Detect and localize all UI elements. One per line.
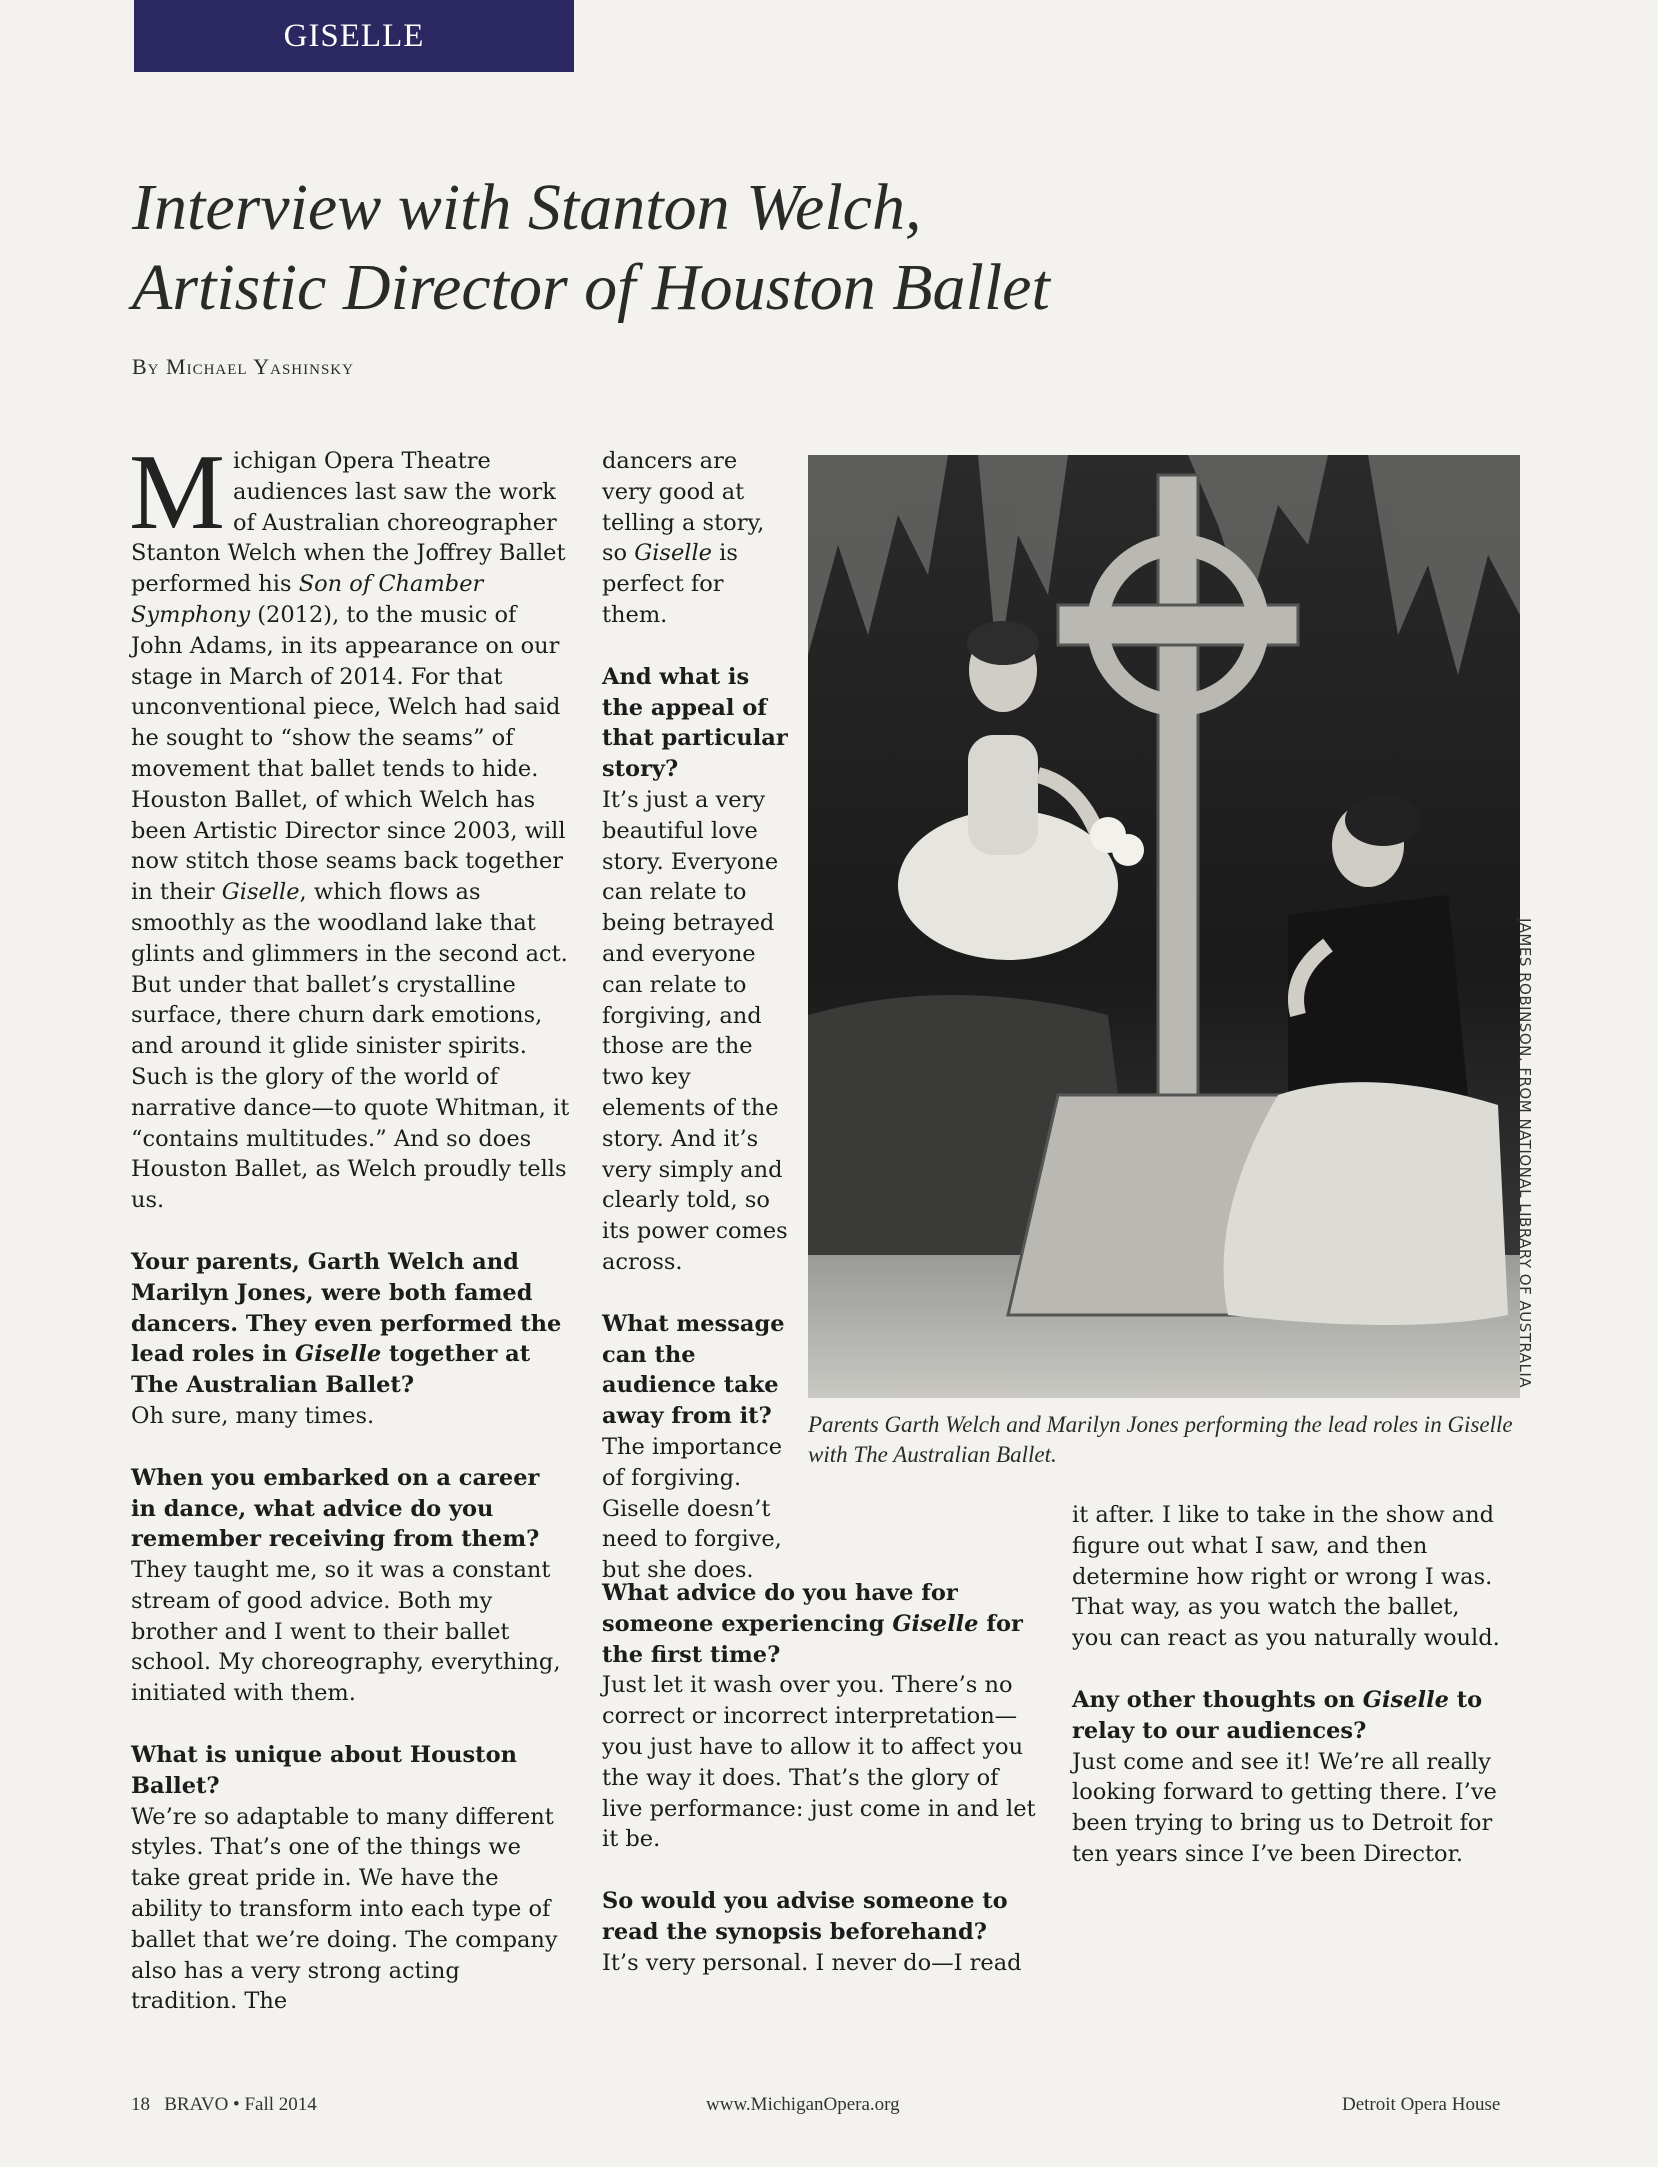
answer-7-continued: it after. I like to take in the show and figure out what I saw, and then determine how right or wrong I was. That way, as you watch the ballet, you can react as you naturally would. xyxy=(1072,1502,1500,1652)
footer-venue: Detroit Opera House xyxy=(1342,2094,1501,2115)
answer-1: Oh sure, many times. xyxy=(131,1402,375,1429)
answer-4: It’s just a very beautiful love story. Everyone can relate to being betrayed and everyone can relate to forgiving, and those are the two key elements of the story. And it’s very simply and clearly told, so its power comes across. xyxy=(602,786,788,1275)
answer-8: Just come and see it! We’re all really looking forward to getting there. I’ve been trying to bring us to Detroit for ten years since I’ve been Director. xyxy=(1072,1748,1497,1867)
question-8: Any other thoughts on Giselle to relay to our audiences? xyxy=(1072,1686,1483,1744)
question-6: What advice do you have for someone experiencing Giselle for the first time? xyxy=(602,1580,1023,1668)
footer-website[interactable]: www.MichiganOpera.org xyxy=(706,2094,900,2115)
title-line-1: Interview with Stanton Welch, xyxy=(132,171,922,244)
title-line-2: Artistic Director of Houston Ballet xyxy=(132,251,1050,324)
ballet-photo xyxy=(808,455,1520,1398)
question-1: Your parents, Garth Welch and Marilyn Jones, were both famed dancers. They even performed the lead roles in Giselle together at The Australian Ballet? xyxy=(131,1248,562,1399)
intro-paragraph: Michigan Opera Theatre audiences last saw the work of Australian choreographer Stanton Welch when the Joffrey Ballet performed his Son of Chamber Symphony (2012), to the music of John Adams, in its appearance on our stage in March of 2014. For that unconventional piece, Welch had said he sought to “show the seams” of movement that ballet tends to hide. Houston Ballet, of which Welch has been Artistic Director since 2003, will now stitch those seams back together in their Giselle, which flows as smoothly as the woodland lake that glints and glimmers in the second act. But under that ballet’s crystalline surface, there churn dark emotions, and around it glide sinister spirits. Such is the glory of the world of narrative dance—to quote Whitman, it “contains multitudes.” And so does Houston Ballet, as Welch proudly tells us. xyxy=(129,433,570,1214)
answer-6: Just let it wash over you. There’s no correct or incorrect interpretation—you just have to allow it to affect you the way it does. That’s the glory of live performance: just come in and let it be. xyxy=(602,1672,1036,1853)
answer-5: The importance of forgiving. Giselle doesn’t need to forgive, but she does. xyxy=(602,1433,783,1584)
question-5: What message can the audience take away from it? xyxy=(602,1310,785,1430)
section-banner xyxy=(134,0,574,72)
drop-cap: M xyxy=(129,433,226,552)
question-3: What is unique about Houston Ballet? xyxy=(131,1742,517,1799)
column-3 xyxy=(1072,1500,1502,1870)
photo-credit: JAMES ROBINSON, FROM NATIONAL LIBRARY OF AUSTRALIA xyxy=(1516,918,1534,1389)
column-2-lower xyxy=(602,1578,1037,1979)
column-1 xyxy=(129,433,571,2017)
ballet-photo-illustration xyxy=(808,455,1520,1398)
answer-3-continued: dancers are very good at telling a story, so Giselle is perfect for them. xyxy=(602,448,765,628)
question-4: And what is the appeal of that particular story? xyxy=(602,663,788,783)
photo-caption: Parents Garth Welch and Marilyn Jones performing the lead roles in Giselle with The Australian Ballet. xyxy=(808,1412,1513,1467)
answer-2: They taught me, so it was a constant stream of good advice. Both my brother and I went to their ballet school. My choreography, everything, initiated with them. xyxy=(131,1557,561,1707)
answer-7: It’s very personal. I never do—I read xyxy=(602,1949,1022,1976)
byline: By Michael Yashinsky xyxy=(132,354,354,379)
section-label: GISELLE xyxy=(283,17,425,54)
question-2: When you embarked on a career in dance, what advice do you remember receiving from them? xyxy=(131,1464,540,1553)
answer-3: We’re so adaptable to many different styles. That’s one of the things we take great pride in. We have the ability to transform into each type of ballet that we’re doing. The company also has a very strong acting tradition. The xyxy=(131,1803,558,2015)
column-2 xyxy=(602,446,788,1586)
article-title xyxy=(132,168,1232,328)
question-7: So would you advise someone to read the synopsis beforehand? xyxy=(602,1888,1008,1945)
footer-page-info: 18 BRAVO • Fall 2014 xyxy=(131,2094,317,2115)
